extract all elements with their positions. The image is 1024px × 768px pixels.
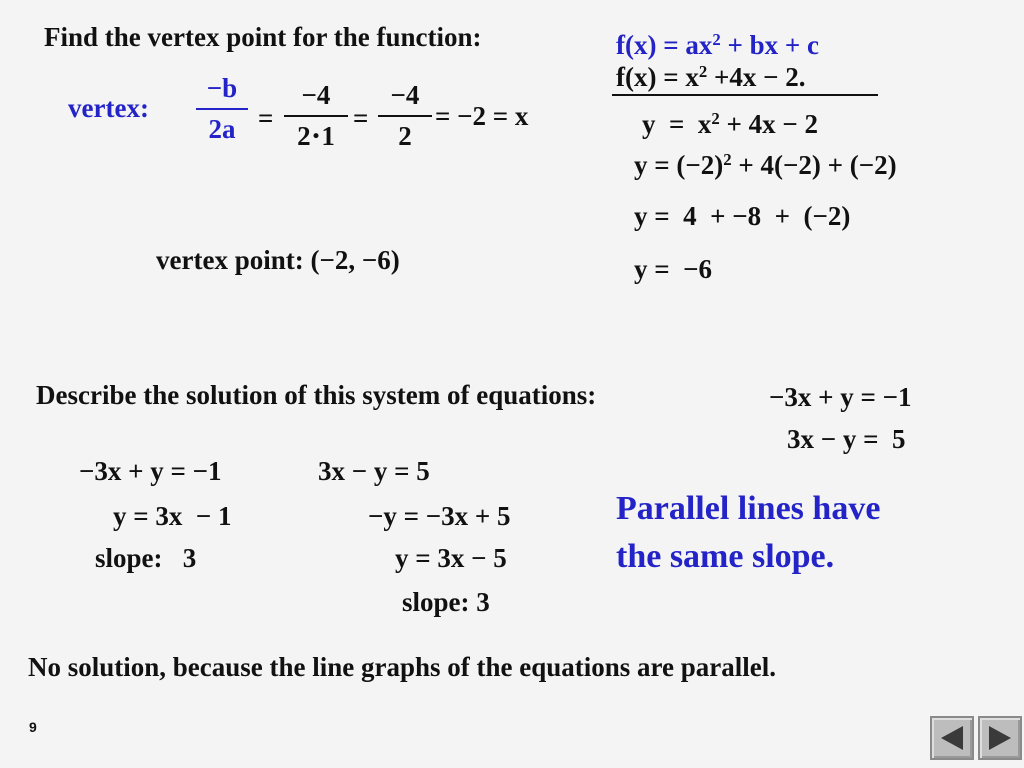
system-equation-2: 3x − y = 5 — [787, 424, 906, 454]
parallel-note-line-2: the same slope. — [616, 538, 835, 575]
calc-line-1-lhs: y = x — [642, 109, 712, 139]
calc-line-2-lhs: y = (−2) — [634, 150, 724, 180]
calc-line-3: y = 4 + −8 + (−2) — [634, 201, 851, 231]
specific-function-lhs: f(x) = x — [616, 62, 699, 92]
vertex-point-answer: vertex point: (−2, −6) — [156, 245, 400, 275]
calc-line-1-exponent: 2 — [711, 108, 720, 128]
mid-slope: slope: 3 — [402, 587, 490, 617]
calc-line-2 — [634, 149, 897, 180]
general-form-lhs: f(x) = ax — [616, 30, 713, 60]
substitution-numerator: −4 — [301, 80, 331, 110]
mid-work-line-3: y = 3x − 5 — [395, 543, 507, 573]
simplified-denominator: 2 — [398, 121, 412, 151]
general-form-rhs: + bx + c — [720, 30, 820, 60]
page-number: 9 — [29, 719, 37, 735]
fraction-bar — [378, 115, 432, 117]
specific-function-exponent: 2 — [698, 61, 708, 81]
calc-line-2-exponent: 2 — [723, 149, 732, 169]
calc-line-1-rhs: + 4x − 2 — [719, 109, 819, 139]
calc-line-1 — [642, 108, 819, 139]
vertex-prompt: Find the vertex point for the function: — [44, 22, 482, 52]
previous-slide-button[interactable] — [930, 716, 974, 760]
specific-function-rhs: +4x − 2. — [707, 62, 806, 92]
vertex-formula-fraction — [196, 75, 248, 143]
equals-sign: = — [353, 103, 369, 133]
triangle-left-icon — [937, 723, 967, 753]
general-form-exponent: 2 — [712, 29, 721, 49]
triangle-right-icon — [985, 723, 1015, 753]
simplified-fraction — [378, 82, 432, 150]
fraction-bar — [196, 108, 248, 110]
left-slope: slope: 3 — [95, 543, 197, 573]
left-work-line-2: y = 3x − 1 — [113, 501, 232, 531]
function-underline — [612, 94, 878, 96]
left-work-line-1: −3x + y = −1 — [79, 456, 222, 486]
system-equation-1: −3x + y = −1 — [769, 382, 912, 412]
conclusion-text: No solution, because the line graphs of the equations are parallel. — [28, 652, 777, 682]
substitution-denominator: 2⋅1 — [297, 121, 335, 151]
calc-line-4: y = −6 — [634, 254, 713, 284]
general-form — [616, 29, 820, 60]
vertex-label: vertex: — [68, 93, 149, 123]
vertex-formula-denominator: 2a — [208, 114, 236, 144]
fraction-bar — [284, 115, 348, 117]
vertex-x-result: = −2 = x — [435, 101, 529, 131]
simplified-numerator: −4 — [390, 80, 420, 110]
parallel-note-line-1: Parallel lines have — [616, 490, 881, 527]
substitution-fraction — [284, 82, 348, 150]
next-slide-button[interactable] — [978, 716, 1022, 760]
calc-line-2-rhs: + 4(−2) + (−2) — [731, 150, 897, 180]
system-prompt: Describe the solution of this system of equations: — [36, 380, 597, 410]
equals-sign: = — [258, 103, 274, 133]
specific-function — [616, 61, 806, 92]
vertex-formula-numerator: −b — [206, 73, 238, 103]
mid-work-line-2: −y = −3x + 5 — [368, 501, 511, 531]
mid-work-line-1: 3x − y = 5 — [318, 456, 430, 486]
